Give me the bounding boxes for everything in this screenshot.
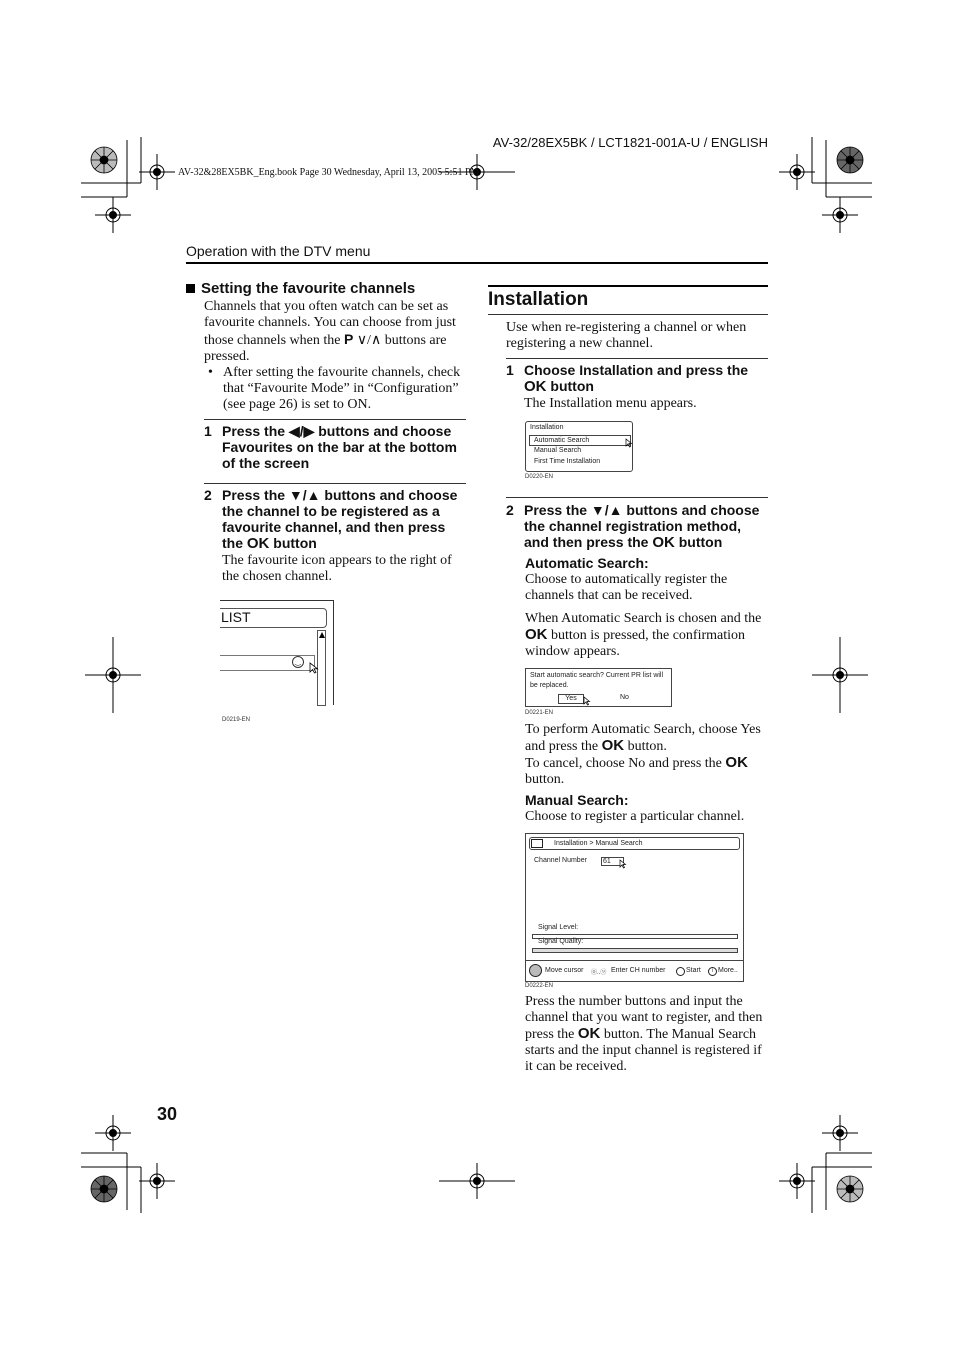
perform-instructions: To perform Automatic Search, choose Yes and press the OK button. To cancel, choose No and press the OK button.	[525, 722, 761, 787]
ok-glyph: OK	[577, 1025, 601, 1042]
move-cursor-icon	[529, 964, 542, 977]
signal-level-label: Signal Level:	[538, 924, 579, 931]
left-step1-text: Press the ◀/▶ buttons and choose Favourites on the bar at the bottom of the screen	[222, 423, 457, 471]
right-step2-rule	[506, 497, 768, 498]
signal-quality-label: Signal Quality:	[538, 938, 584, 945]
page-number: 30	[157, 1104, 178, 1124]
menu-item-manual-search[interactable]: Manual Search	[534, 447, 582, 454]
left-step2-text: Press the ▼/▲ buttons and choose the channel to be registered as a favourite channel, and then press the OK button	[222, 487, 458, 552]
installation-top-rule	[488, 285, 768, 287]
favourite-smiley-icon: ‿	[292, 656, 304, 668]
right-step1-desc: The Installation menu appears.	[524, 396, 697, 411]
menu-item-first-time-installation[interactable]: First Time Installation	[534, 458, 601, 465]
left-step2-num: 2	[204, 487, 212, 503]
heading-bullet-icon	[186, 284, 195, 293]
figure-code-confirm: D0221-EN	[525, 710, 554, 716]
installation-icon	[531, 839, 543, 848]
footer-start: Start	[686, 967, 701, 974]
installation-menu-screen	[525, 421, 633, 472]
left-step2-rule	[204, 483, 466, 484]
channel-number-label: Channel Number	[534, 857, 587, 864]
ok-glyph: OK	[725, 754, 748, 771]
footer-more: More..	[718, 967, 738, 974]
right-step2-text: Press the ▼/▲ buttons and choose the channel registration method, and then press the OK button	[524, 502, 760, 551]
left-step1-rule	[204, 419, 466, 420]
favourite-heading: Setting the favourite channels	[186, 280, 415, 297]
info-icon: i	[708, 967, 717, 976]
installation-intro: Use when re-registering a channel or when registering a new channel.	[506, 320, 747, 351]
right-step1-rule	[506, 358, 768, 359]
signal-quality-bar	[532, 948, 738, 953]
favourite-list-figure	[220, 600, 336, 706]
channel-number-field[interactable]: 61	[601, 857, 624, 866]
manual-search-desc: Choose to register a particular channel.	[525, 809, 745, 824]
confirm-text: Start automatic search? Current PR list will be replaced.	[530, 672, 664, 689]
installation-title: Installation	[488, 289, 589, 310]
footer-enter-ch: Enter CH number	[611, 967, 666, 974]
ok-glyph: OK	[652, 534, 675, 551]
cursor-icon	[309, 662, 319, 674]
scroll-up-icon	[319, 632, 325, 638]
ok-glyph: OK	[524, 378, 547, 395]
menu-item-automatic-search[interactable]: Automatic Search	[529, 435, 631, 446]
manual-search-final: Press the number buttons and input the channel that you want to register, and then press the OK button. The Manual Search starts and the input channel is registered if it can be received.	[525, 994, 763, 1074]
figure-code-manual: D0222-EN	[525, 983, 554, 989]
cursor-icon	[619, 859, 627, 869]
cursor-icon	[625, 438, 633, 448]
automatic-search-heading: Automatic Search:	[525, 555, 649, 571]
screen-title: Installation > Manual Search	[554, 840, 643, 847]
right-step1-num: 1	[506, 362, 514, 378]
section-header: Operation with the DTV menu	[186, 243, 371, 259]
ok-glyph: OK	[601, 737, 625, 754]
favourite-intro: Channels that you often watch can be set as favourite channels. You can choose from just those channels when the P ∨/∧ buttons are pressed.	[204, 299, 456, 364]
footer-divider	[526, 960, 743, 961]
figure-code-left: D0219-EN	[222, 717, 251, 723]
book-info: AV-32&28EX5BK_Eng.book Page 30 Wednesday, April 13, 2005 5:51 PM	[178, 167, 480, 178]
confirm-no-button[interactable]: No	[620, 694, 629, 701]
favourite-bullet: • After setting the favourite channels, check that “Favourite Mode” in “Configuration” (see page 26) is set to ON.	[208, 365, 461, 412]
installation-title-rule	[488, 314, 768, 315]
ok-glyph: OK	[525, 626, 548, 643]
doc-id: AV-32/28EX5BK / LCT1821-001A-U / ENGLISH	[492, 135, 768, 150]
ok-glyph: OK	[246, 535, 270, 552]
left-step1-num: 1	[204, 423, 212, 439]
header-rule	[186, 262, 768, 264]
menu-title: Installation	[530, 424, 564, 431]
p-button-glyph: P	[343, 331, 354, 347]
manual-search-screen	[525, 833, 744, 982]
number-keys-icon: ⓪..⑨	[591, 970, 607, 976]
cursor-icon	[583, 696, 591, 706]
confirmation-window	[525, 668, 672, 707]
right-step1-text: Choose Installation and press the OK button	[524, 362, 749, 395]
left-step2-desc: The favourite icon appears to the right of the chosen channel.	[222, 553, 452, 584]
confirm-yes-button[interactable]: Yes	[558, 694, 584, 704]
manual-search-heading: Manual Search:	[525, 792, 629, 808]
list-label: LIST	[221, 609, 251, 625]
footer-move-cursor: Move cursor	[545, 967, 584, 974]
right-step2-num: 2	[506, 502, 514, 518]
figure-code-menu: D0220-EN	[525, 474, 554, 480]
ok-key-icon	[676, 967, 685, 976]
automatic-search-when: When Automatic Search is chosen and the OK button is pressed, the confirmation window appears.	[525, 611, 762, 659]
automatic-search-desc: Choose to automatically register the channels that can be received.	[525, 572, 728, 603]
